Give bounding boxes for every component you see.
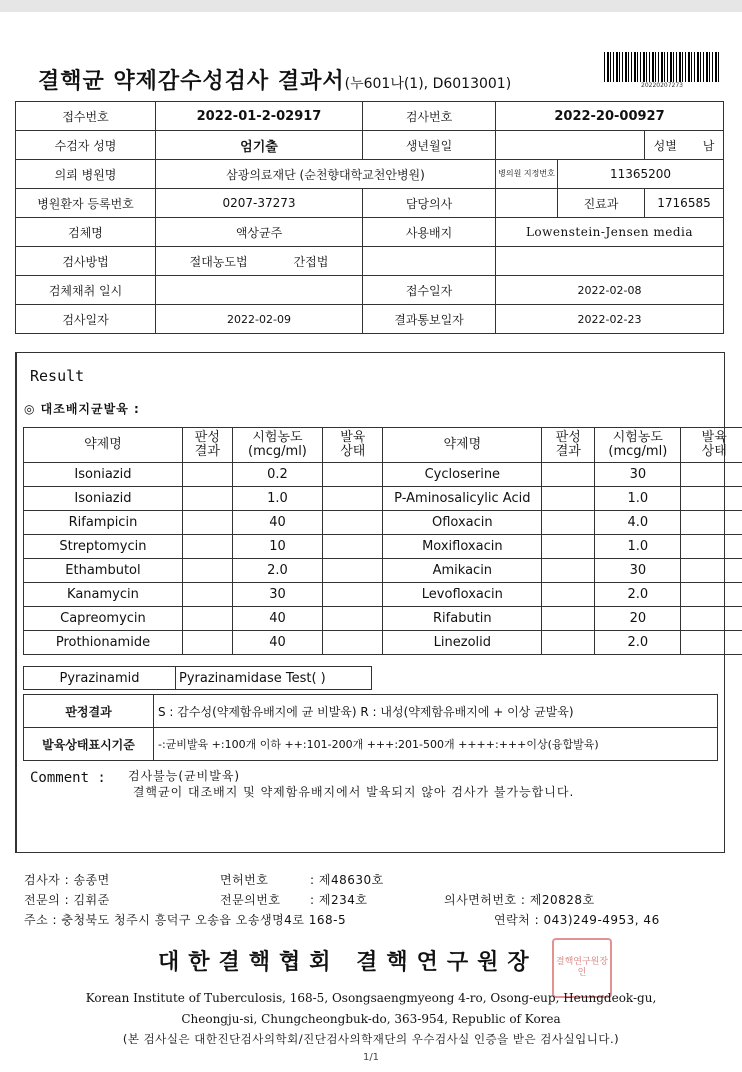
concentration: 40 [232, 511, 322, 535]
receipt-no-label: 접수번호 [16, 102, 156, 131]
col-growth: 발육 상태 [323, 428, 383, 463]
table-header-row [24, 428, 742, 463]
drug-name: Amikacin [383, 559, 542, 583]
judge-cell [542, 487, 595, 511]
col-drug: 약제명 [24, 428, 183, 463]
barcode-bars [604, 52, 720, 82]
hospital-label: 의뢰 병원명 [16, 160, 156, 189]
growth-criteria-text: -:균비발육 +:100개 이하 ++:101-200개 +++:201-500개 ++++:+++이상(융합발육) [154, 728, 718, 761]
growth-cell [323, 535, 383, 559]
concentration: 20 [595, 607, 681, 631]
specialist-no: : 제234호 [310, 893, 368, 907]
judge-cell [182, 511, 232, 535]
drug-name: Ofloxacin [383, 511, 542, 535]
concentration: 40 [232, 607, 322, 631]
info-row [16, 131, 724, 160]
drug-name: Rifampicin [24, 511, 183, 535]
table-row [24, 583, 742, 607]
comment-text: 검사불능(균비발육) 결핵균이 대조배지 및 약제함유배지에서 발육되지 않아 검사가 불가능합니다. [128, 769, 575, 799]
growth-cell [681, 631, 742, 655]
report-date: 2022-02-23 [496, 305, 724, 334]
concentration: 0.2 [232, 463, 322, 487]
specimen-value: 액상균주 [156, 218, 363, 247]
col-growth: 발육 상태 [681, 428, 742, 463]
concentration: 30 [232, 583, 322, 607]
susceptibility-table [23, 427, 742, 655]
drug-name: Linezolid [383, 631, 542, 655]
doctor-value [496, 189, 558, 218]
sex-value: 남 [702, 138, 715, 153]
info-row [16, 247, 724, 276]
method-indirect: 간접법 [293, 254, 329, 269]
growth-cell [323, 511, 383, 535]
concentration: 30 [595, 559, 681, 583]
col-conc: 시험농도 (mcg/ml) [595, 428, 681, 463]
growth-cell [323, 463, 383, 487]
barcode [604, 52, 720, 88]
drug-name: Moxifloxacin [383, 535, 542, 559]
judge-text: S : 감수성(약제함유배지에 균 비발육) R : 내성(약제함유배지에 + 이상 균발육) [154, 695, 718, 728]
judge-cell [182, 583, 232, 607]
judge-cell [182, 535, 232, 559]
medium-value: Lowenstein-Jensen media [496, 218, 724, 247]
accept-date: 2022-02-08 [496, 276, 724, 305]
table-row [24, 511, 742, 535]
hospital-code-label: 병의원 지정번호 [496, 160, 558, 189]
table-row [24, 559, 742, 583]
concentration: 2.0 [595, 631, 681, 655]
dept-label: 진료과 [558, 189, 645, 218]
method-label: 검사방법 [16, 247, 156, 276]
growth-cell [681, 463, 742, 487]
control-growth-label: ◎ 대조배지균발육 : [24, 402, 140, 416]
drug-name: Streptomycin [24, 535, 183, 559]
specialist-no-label: 전문의번호 [220, 893, 281, 907]
license-value: : 제48630호 [310, 873, 384, 887]
tester: 검사자 : 송종면 [24, 873, 110, 887]
page-number: 1/1 [362, 1052, 380, 1063]
growth-cell [681, 511, 742, 535]
info-row [16, 160, 724, 189]
judge-cell [542, 607, 595, 631]
barcode-number: 20220207273 [641, 82, 683, 89]
test-date: 2022-02-09 [156, 305, 363, 334]
info-row [16, 305, 724, 334]
page-title [38, 64, 511, 95]
concentration: 2.0 [595, 583, 681, 607]
patient-info-table [15, 101, 724, 334]
address-english-1: Korean Institute of Tuberculosis, 168-5, Osongsaengmyeong 4-ro, Osong-eup, Heungdeok-gu, [85, 991, 657, 1005]
reg-no: 0207-37273 [156, 189, 363, 218]
table-row [24, 487, 742, 511]
accept-label: 접수일자 [363, 276, 496, 305]
method-absolute: 절대농도법 [189, 254, 248, 269]
medium-label: 사용배지 [363, 218, 496, 247]
birth-value [496, 131, 645, 160]
growth-cell [681, 535, 742, 559]
growth-cell [323, 607, 383, 631]
drug-name: Rifabutin [383, 607, 542, 631]
concentration: 1.0 [595, 535, 681, 559]
concentration: 40 [232, 631, 322, 655]
report-label: 결과통보일자 [363, 305, 496, 334]
birth-label: 생년월일 [363, 131, 496, 160]
concentration: 1.0 [232, 487, 322, 511]
col-drug: 약제명 [383, 428, 542, 463]
specimen-label: 검체명 [16, 218, 156, 247]
growth-criteria-label: 발육상태표시기준 [24, 728, 154, 761]
title-code: (누601나(1), D6013001) [344, 76, 512, 92]
address-english-2: Cheongju-si, Chungcheongbuk-do, 363-954, Republic of Korea [181, 1012, 561, 1026]
test-no: 2022-20-00927 [496, 102, 724, 131]
drug-name: Ethambutol [24, 559, 183, 583]
judge-cell [182, 559, 232, 583]
drug-name: Levofloxacin [383, 583, 542, 607]
collect-value [156, 276, 363, 305]
table-row [24, 535, 742, 559]
growth-cell [323, 631, 383, 655]
method-value [156, 247, 363, 276]
drug-name: Cycloserine [383, 463, 542, 487]
pza-value: Pyrazinamidase Test( ) [176, 667, 372, 690]
contact: 연락처 : 043)249-4953, 46 [494, 913, 660, 927]
drug-name: P-Aminosalicylic Acid [383, 487, 542, 511]
judge-cell [542, 631, 595, 655]
test-no-label: 검사번호 [363, 102, 496, 131]
growth-cell [681, 559, 742, 583]
hospital-code: 11365200 [558, 160, 724, 189]
criteria-table [23, 694, 718, 761]
address: 주소 : 충청북도 청주시 흥덕구 오송읍 오송생명4로 168-5 [24, 913, 347, 927]
info-row [16, 276, 724, 305]
info-row [16, 218, 724, 247]
judge-cell [542, 463, 595, 487]
doctor-label: 담당의사 [363, 189, 496, 218]
organization-name: 대한결핵협회 결핵연구원장 [158, 950, 538, 975]
judge-cell [182, 631, 232, 655]
receipt-no: 2022-01-2-02917 [156, 102, 363, 131]
table-row [24, 695, 718, 728]
sex-label: 성별 [653, 138, 677, 153]
concentration: 4.0 [595, 511, 681, 535]
judge-cell [542, 511, 595, 535]
title-text: 결핵균 약제감수성검사 결과서 [38, 69, 345, 94]
judge-cell [182, 487, 232, 511]
hospital-name: 삼광의료재단 (순천향대학교천안병원) [156, 160, 496, 189]
concentration: 30 [595, 463, 681, 487]
judge-cell [542, 583, 595, 607]
growth-cell [681, 607, 742, 631]
collect-label: 검체채취 일시 [16, 276, 156, 305]
certification-note: (본 검사실은 대한진단검사의학회/진단검사의학재단의 우수검사실 인증을 받은 검사실입니다.) [122, 1032, 620, 1046]
table-row [24, 667, 372, 690]
info-row [16, 189, 724, 218]
official-stamp: 결핵연구원장인 [552, 938, 612, 998]
col-conc: 시험농도 (mcg/ml) [232, 428, 322, 463]
growth-cell [323, 559, 383, 583]
table-row [24, 607, 742, 631]
judge-cell [182, 607, 232, 631]
test-date-label: 검사일자 [16, 305, 156, 334]
sex-cell [645, 131, 724, 160]
growth-cell [681, 583, 742, 607]
result-label: Result [30, 367, 85, 385]
table-row [24, 728, 718, 761]
judge-cell [182, 463, 232, 487]
info-row [16, 102, 724, 131]
concentration: 1.0 [595, 487, 681, 511]
pza-label: Pyrazinamid [24, 667, 176, 690]
table-row [24, 631, 742, 655]
drug-name: Isoniazid [24, 487, 183, 511]
concentration: 2.0 [232, 559, 322, 583]
empty-cell [496, 247, 724, 276]
growth-cell [323, 487, 383, 511]
drug-name: Isoniazid [24, 463, 183, 487]
growth-cell [681, 487, 742, 511]
concentration: 10 [232, 535, 322, 559]
col-judge: 판성 결과 [182, 428, 232, 463]
judge-cell [542, 535, 595, 559]
drug-name: Capreomycin [24, 607, 183, 631]
judge-label: 판정결과 [24, 695, 154, 728]
col-judge: 판성 결과 [542, 428, 595, 463]
drug-rows [24, 463, 742, 655]
pyrazinamide-table [23, 666, 372, 690]
doctor-license: 의사면허번호 : 제20828호 [444, 893, 595, 907]
judge-cell [542, 559, 595, 583]
table-row [24, 463, 742, 487]
comment-label: Comment : [30, 770, 106, 786]
dept-value: 1716585 [645, 189, 724, 218]
empty-cell [363, 247, 496, 276]
drug-name: Kanamycin [24, 583, 183, 607]
patient-name: 엄기출 [156, 131, 363, 160]
specialist: 전문의 : 김휘준 [24, 893, 110, 907]
patient-name-label: 수검자 성명 [16, 131, 156, 160]
license-label: 면허번호 [220, 873, 269, 887]
drug-name: Prothionamide [24, 631, 183, 655]
reg-no-label: 병원환자 등록번호 [16, 189, 156, 218]
growth-cell [323, 583, 383, 607]
